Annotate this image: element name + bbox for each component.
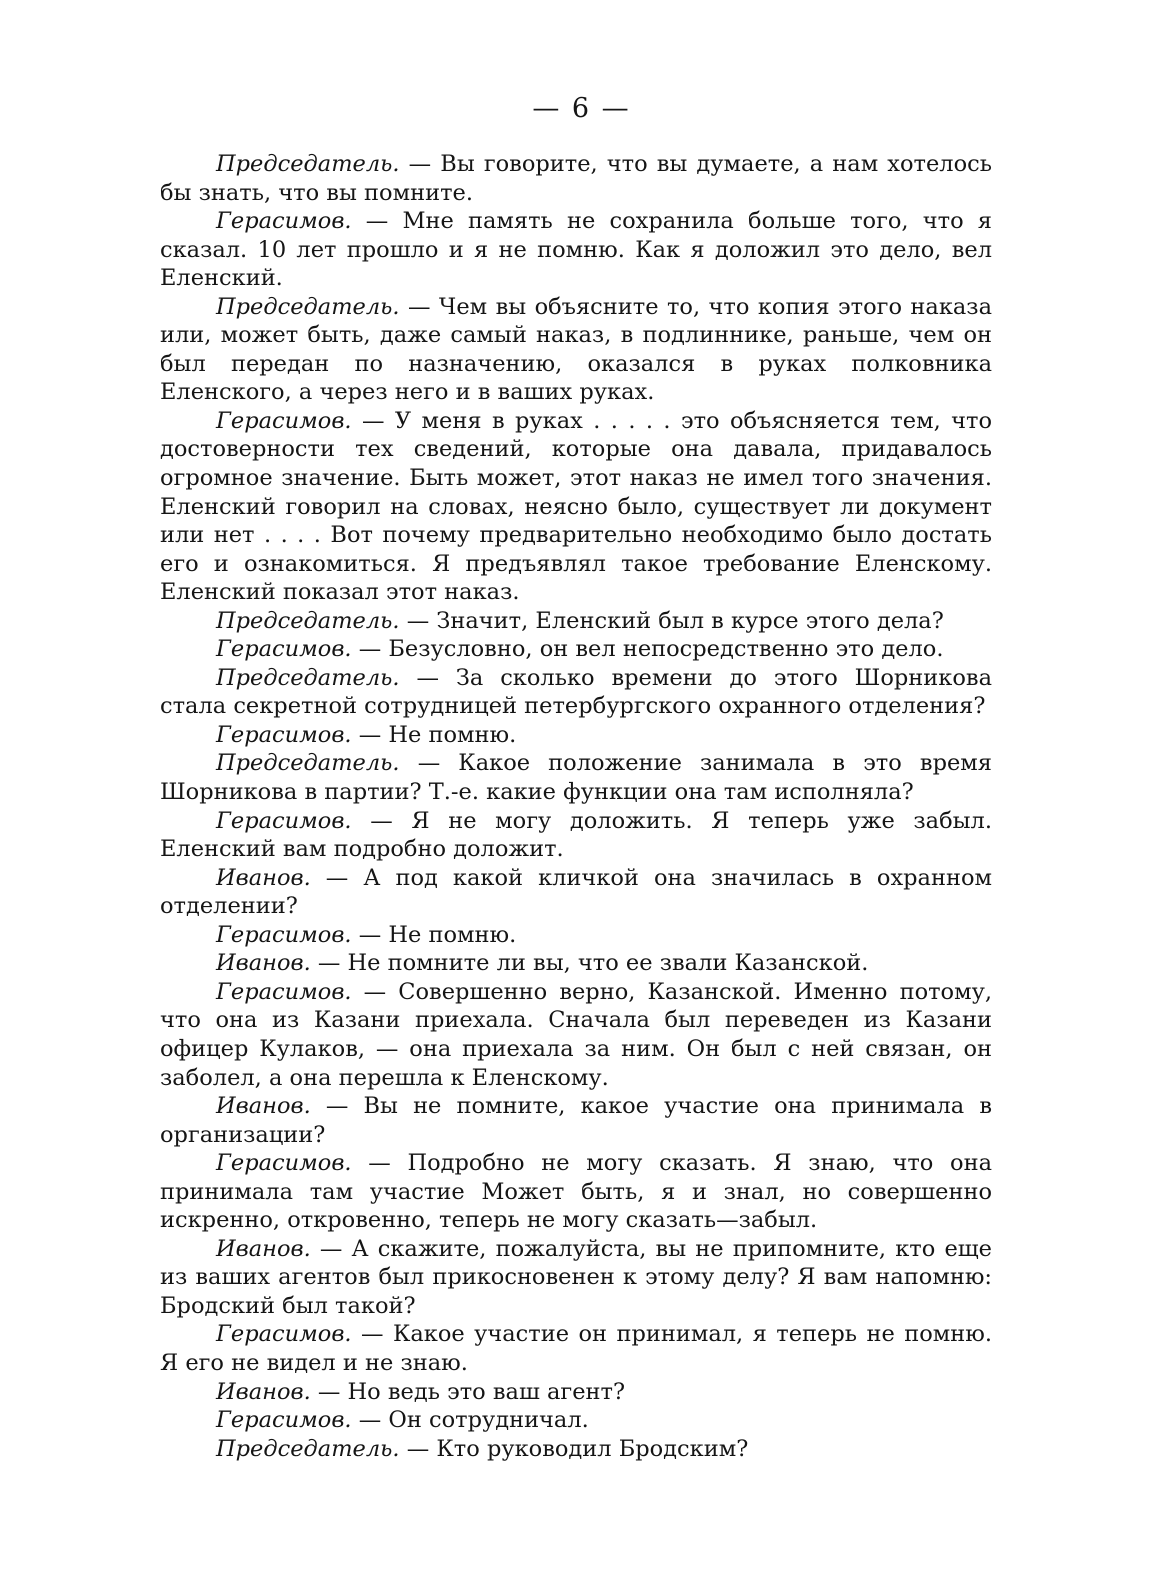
transcript-paragraph bbox=[160, 293, 992, 407]
transcript-paragraph bbox=[160, 1435, 992, 1464]
speaker-name: Председатель. bbox=[216, 293, 400, 320]
transcript-paragraph bbox=[160, 207, 992, 293]
transcript-paragraph bbox=[160, 1092, 992, 1149]
transcript-paragraph bbox=[160, 635, 992, 664]
speech-text: — Чем вы объясните то, что копия этого наказа или, может быть, даже самый наказ, в подлиннике, раньше, чем он был передан по назначению, оказался в руках полковника Еленского, а через него и в ваших руках. bbox=[160, 293, 992, 406]
transcript-paragraph bbox=[160, 921, 992, 950]
transcript-paragraph bbox=[160, 664, 992, 721]
speech-text: — А под какой кличкой она значилась в охранном отделении? bbox=[160, 864, 992, 920]
speaker-name: Герасимов. bbox=[216, 1407, 352, 1434]
speaker-name: Герасимов. bbox=[216, 921, 352, 948]
speech-text: — У меня в руках . . . . . это объясняется тем, что достоверности тех сведений, которые она давала, придавалось огромное значение. Быть может, этот наказ не имел того значения. Еленский говорил на словах, неясно было, существует ли документ или нет . . . . Вот почему предварительно необходимо было достать его и ознакомиться. Я предъявлял такое требование Еленскому. Еленский показал этот наказ. bbox=[160, 407, 992, 606]
speaker-name: Герасимов. bbox=[216, 721, 352, 748]
speech-text: — Какое участие он принимал, я теперь не помню. Я его не видел и не знаю. bbox=[160, 1321, 992, 1376]
speech-text: — Не помните ли вы, что ее звали Казанской. bbox=[310, 950, 869, 977]
speech-text: — Мне память не сохранила больше того, что я сказал. 10 лет прошло и я не помню. Как я доложил это дело, вел Еленский. bbox=[160, 208, 992, 292]
speaker-name: Герасимов. bbox=[216, 208, 352, 235]
transcript-body bbox=[160, 150, 992, 1463]
transcript-paragraph bbox=[160, 1235, 992, 1321]
speaker-name: Председатель. bbox=[216, 151, 400, 177]
speech-text: — Вы не помните, какое участие она принимала в организации? bbox=[160, 1093, 992, 1148]
speaker-name: Герасимов. bbox=[216, 407, 352, 434]
speaker-name: Герасимов. bbox=[216, 636, 352, 663]
speech-text: — А скажите, пожалуйста, вы не припомните, кто еще из ваших агентов был прикосновенен к этому делу? Я вам напомню: Бродский был такой? bbox=[160, 1235, 992, 1319]
transcript-paragraph bbox=[160, 1406, 992, 1435]
speech-text: — Я не могу доложить. Я теперь уже забыл. Еленский вам подробно доложит. bbox=[160, 807, 992, 863]
speaker-name: Иванов. bbox=[216, 1235, 311, 1262]
speech-text: — Вы говорите, что вы думаете, а нам хотелось бы знать, что вы помните. bbox=[160, 151, 992, 206]
transcript-paragraph bbox=[160, 407, 992, 607]
speaker-name: Герасимов. bbox=[216, 1321, 352, 1348]
speech-text: — Какое положение занимала в это время Шорникова в партии? Т.-е. какие функции она там исполняла? bbox=[160, 750, 992, 806]
speaker-name: Иванов. bbox=[216, 864, 311, 891]
transcript-paragraph bbox=[160, 607, 992, 636]
page-number: — 6 — bbox=[532, 93, 631, 124]
speaker-name: Иванов. bbox=[216, 1378, 311, 1405]
speaker-name: Герасимов. bbox=[216, 807, 352, 834]
transcript-paragraph bbox=[160, 1320, 992, 1377]
speech-text: — Кто руководил Бродским? bbox=[399, 1435, 749, 1462]
transcript-paragraph bbox=[160, 978, 992, 1092]
speech-text: — Подробно не могу сказать. Я знаю, что она принимала там участие Может быть, я и знал, но совершенно искренно, откровенно, теперь не могу сказать—забыл. bbox=[160, 1150, 992, 1234]
speaker-name: Иванов. bbox=[216, 950, 311, 977]
transcript-paragraph bbox=[160, 807, 992, 864]
speech-text: — Совершенно верно, Казанской. Именно потому, что она из Казани приехала. Сначала был переведен из Казани офицер Кулаков, — она приехала за ним. Он был с ней связан, он заболел, а она перешла к Еленскому. bbox=[160, 978, 992, 1091]
speech-text: — Он сотрудничал. bbox=[351, 1407, 589, 1434]
speaker-name: Председатель. bbox=[216, 664, 400, 691]
speaker-name: Иванов. bbox=[216, 1093, 311, 1120]
speech-text: — Не помню. bbox=[351, 721, 517, 748]
speaker-name: Герасимов. bbox=[216, 978, 352, 1005]
transcript-paragraph bbox=[160, 864, 992, 921]
transcript-paragraph bbox=[160, 949, 992, 978]
transcript-paragraph bbox=[160, 749, 992, 806]
speech-text: — Но ведь это ваш агент? bbox=[310, 1378, 626, 1405]
speech-text: — За сколько времени до этого Шорникова стала секретной сотрудницей петербургского охранного отделения? bbox=[160, 664, 992, 720]
speaker-name: Председатель. bbox=[216, 1435, 400, 1462]
transcript-paragraph bbox=[160, 1149, 992, 1235]
transcript-paragraph bbox=[160, 1378, 992, 1407]
speaker-name: Герасимов. bbox=[216, 1150, 352, 1177]
transcript-paragraph bbox=[160, 150, 992, 207]
speech-text: — Не помню. bbox=[351, 921, 517, 948]
speaker-name: Председатель. bbox=[216, 607, 400, 634]
speaker-name: Председатель. bbox=[216, 750, 400, 777]
transcript-paragraph bbox=[160, 721, 992, 750]
speech-text: — Значит, Еленский был в курсе этого дела? bbox=[399, 607, 944, 634]
speech-text: — Безусловно, он вел непосредственно это дело. bbox=[351, 636, 944, 663]
